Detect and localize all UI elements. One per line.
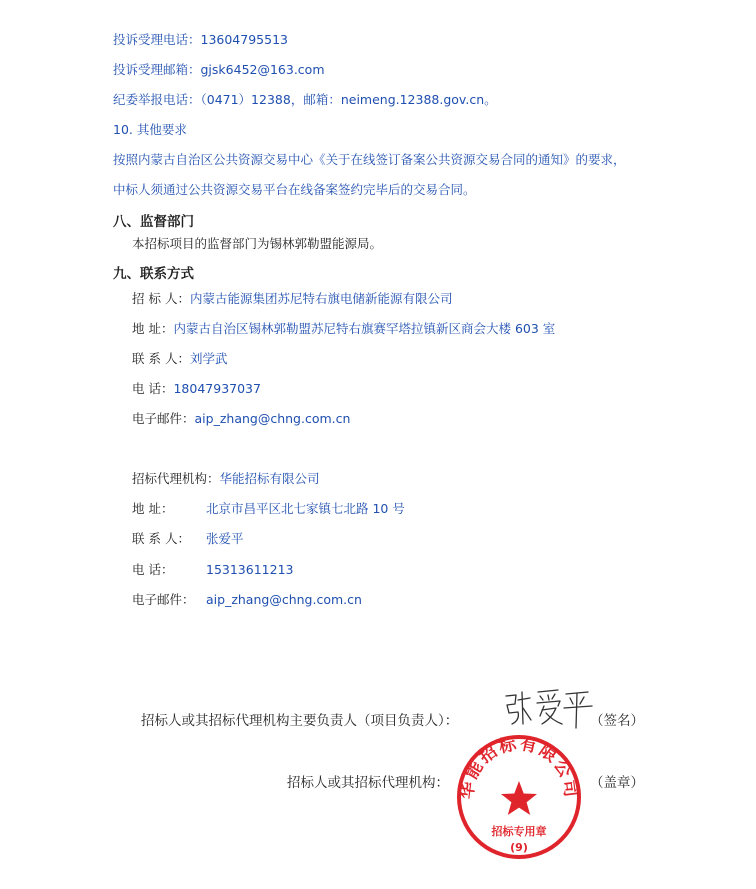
agent-addr-value: 北京市昌平区北七家镇七北路 10 号 — [206, 501, 405, 516]
agent-email-value[interactable]: aip_zhang@chng.com.cn — [206, 592, 362, 607]
seal-suffix: （盖章） — [590, 775, 644, 791]
agent-addr-row — [132, 501, 405, 517]
svg-text:(9): (9) — [510, 841, 528, 854]
agent-name-label: 招标代理机构： — [132, 471, 220, 486]
tenderer-phone-row — [132, 381, 261, 397]
tenderer-name-label: 招 标 人： — [132, 291, 190, 306]
section10-title: 10. 其他要求 — [113, 122, 187, 137]
signature-line-label: 招标人或其招标代理机构主要负责人（项目负责人）： — [141, 713, 459, 729]
agent-email-row — [132, 592, 362, 608]
section8-body: 本招标项目的监督部门为锡林郭勒盟能源局。 — [132, 236, 383, 251]
signature-suffix: （签名） — [590, 713, 644, 729]
tenderer-name-value: 内蒙古能源集团苏尼特右旗电储新能源有限公司 — [189, 291, 453, 306]
company-seal — [455, 733, 583, 861]
tenderer-email-row — [132, 411, 350, 427]
tenderer-contact-value: 刘学武 — [189, 351, 228, 366]
agent-phone-value: 15313611213 — [206, 562, 294, 577]
tenderer-phone-value: 18047937037 — [173, 381, 261, 396]
discipline-report: 纪委举报电话：（0471）12388，邮箱：neimeng.12388.gov.cn。 — [113, 92, 497, 107]
section8-heading: 八、监督部门 — [113, 214, 194, 230]
svg-text:华能招标有限公司: 华能招标有限公司 — [457, 733, 581, 801]
tenderer-contact-label: 联 系 人： — [132, 351, 190, 366]
tenderer-email-label: 电子邮件： — [132, 411, 195, 426]
section9-heading: 九、联系方式 — [113, 266, 194, 282]
agent-name-value: 华能招标有限公司 — [219, 471, 320, 486]
complaint-phone: 投诉受理电话：13604795513 — [113, 32, 288, 47]
agent-phone-row — [132, 562, 293, 578]
section10-line2: 中标人须通过公共资源交易平台在线备案签约完毕后的交易合同。 — [113, 182, 476, 197]
tenderer-addr-label: 地 址： — [132, 321, 174, 336]
tenderer-addr-value: 内蒙古自治区锡林郭勒盟苏尼特右旗赛罕塔拉镇新区商会大楼 603 室 — [173, 321, 556, 336]
tenderer-addr-row — [132, 321, 555, 337]
tenderer-email-value[interactable]: aip_zhang@chng.com.cn — [194, 411, 351, 426]
handwritten-signature — [500, 686, 596, 730]
seal-line-label: 招标人或其招标代理机构： — [287, 775, 449, 791]
tenderer-phone-label: 电 话： — [132, 381, 174, 396]
section10-line1: 按照内蒙古自治区公共资源交易中心《关于在线签订备案公共资源交易合同的通知》的要求， — [113, 152, 626, 167]
agent-contact-label: 联 系 人： — [132, 531, 190, 546]
agent-phone-label: 电 话： — [132, 562, 174, 577]
svg-text:招标专用章: 招标专用章 — [491, 825, 547, 838]
agent-contact-value: 张爱平 — [206, 531, 244, 546]
agent-name-row — [132, 471, 320, 487]
tenderer-contact-row — [132, 351, 227, 367]
agent-email-label: 电子邮件： — [132, 592, 195, 607]
agent-contact-row — [132, 531, 244, 547]
agent-addr-label: 地 址： — [132, 501, 174, 516]
complaint-email: 投诉受理邮箱：gjsk6452@163.com — [113, 62, 325, 77]
tenderer-name-row — [132, 291, 452, 307]
